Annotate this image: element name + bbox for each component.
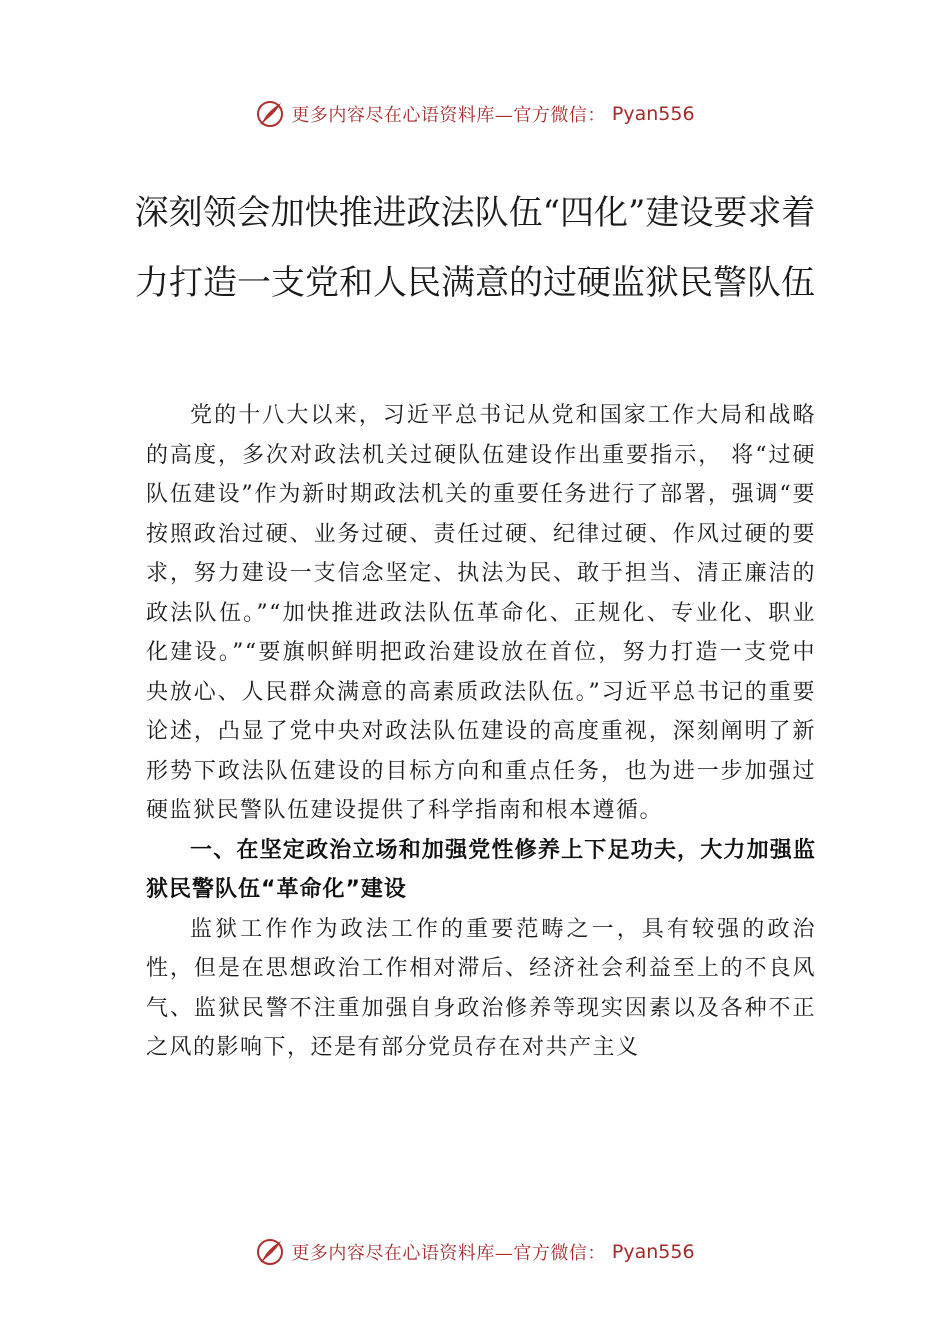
- document-body: [146, 396, 816, 1068]
- feather-pen-logo-icon: [255, 99, 285, 129]
- watermark-text: 更多内容尽在心语资料库—官方微信：: [291, 1243, 606, 1264]
- document-title: 深刻领会加快推进政法队伍“四化”建设要求着力打造一支党和人民满意的过硬监狱民警队伍: [134, 193, 816, 303]
- feather-pen-logo-icon: [255, 1237, 285, 1267]
- watermark-account: Pyan556: [611, 103, 695, 125]
- body-paragraph: 监狱工作作为政法工作的重要范畴之一，具有较强的政治性，但是在思想政治工作相对滞后、经济社会利益至上的不良风气、监狱民警不注重加强自身政治修养等现实因素以及各种不正之风的影响下，还是有部分党员存在对共产主义: [146, 916, 816, 1060]
- watermark-footer: [0, 1232, 950, 1272]
- body-paragraph: 党的十八大以来，习近平总书记从党和国家工作大局和战略的高度，多次对政法机关过硬队伍建设作出重要指示， 将“过硬队伍建设”作为新时期政法机关的重要任务进行了部署，强调“要按照政治过硬、业务过硬、责任过硬、纪律过硬、作风过硬的要求，努力建设一支信念坚定、执法为民、敢于担当、清正廉洁的政法队伍。”“加快推进政法队伍革命化、正规化、专业化、职业化建设。”“要旗帜鲜明把政治建设放在首位，努力打造一支党中央放心、人民群众满意的高素质政法队伍。”习近平总书记的重要论述，凸显了党中央对政法队伍建设的高度重视，深刻阐明了新形势下政法队伍建设的目标方向和重点任务，也为进一步加强过硬监狱民警队伍建设提供了科学指南和根本遵循。: [146, 403, 816, 823]
- watermark-header: [0, 94, 950, 134]
- watermark-account: Pyan556: [611, 1241, 695, 1263]
- watermark-text: 更多内容尽在心语资料库—官方微信：: [291, 105, 606, 126]
- section-heading: 一、在坚定政治立场和加强党性修养上下足功夫，大力加强监狱民警队伍“革命化”建设: [146, 837, 816, 902]
